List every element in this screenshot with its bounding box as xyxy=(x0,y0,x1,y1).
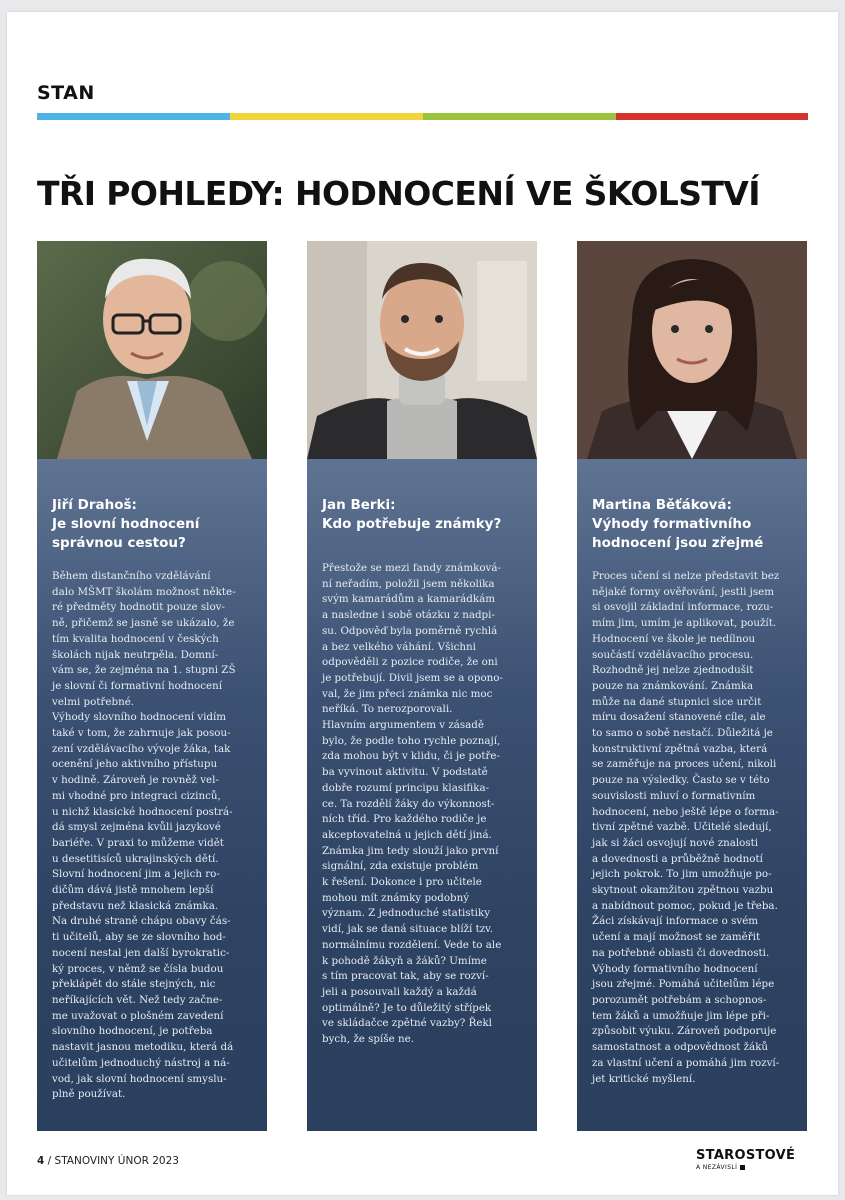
body-line: mi vhodné pro integraci cizinců, xyxy=(52,789,221,802)
body-line: se zaměřuje na proces učení, nikoli xyxy=(592,758,777,771)
body-line: hodnocení, nebo ještě lépe o forma- xyxy=(592,805,779,818)
column-body-3 xyxy=(592,569,796,1087)
body-line: porozumět potřebám a schopnos- xyxy=(592,993,767,1006)
body-line: me uvažovat o plošném zavedení xyxy=(52,1009,224,1022)
body-line: význam. Z jednoduché statistiky xyxy=(322,907,491,920)
body-line: také v tom, že zahrnuje jak posou- xyxy=(52,727,231,740)
body-line: Na druhé straně chápu obavy čás- xyxy=(52,915,231,928)
page-title: TŘI POHLEDY: HODNOCENÍ VE ŠKOLSTVÍ xyxy=(37,174,760,213)
party-logo xyxy=(696,1148,811,1171)
body-line: jeli a posouvali každý a každá xyxy=(322,985,477,998)
page-footer xyxy=(37,1155,179,1167)
stripe-yellow xyxy=(230,113,423,120)
body-line: ba vyvinout aktivitu. V podstatě xyxy=(322,766,488,779)
portrait-man-beard-turtleneck-icon xyxy=(307,241,537,459)
section-brand: STAN xyxy=(37,82,95,104)
body-line: bylo, že podle toho rychle poznají, xyxy=(322,734,501,747)
body-line: mohou mít známky podobný xyxy=(322,891,470,904)
body-line: zda mohou být v klidu, či je potře- xyxy=(322,750,500,763)
body-line: k řešení. Dokonce i pro učitele xyxy=(322,876,482,889)
body-line: skytnout okamžitou zpětnou vazbu xyxy=(592,884,774,897)
photo-1 xyxy=(37,241,267,459)
body-line: dalo MŠMT školám možnost někte- xyxy=(52,585,236,598)
body-line: akceptovatelná u jejich dětí jiná. xyxy=(322,828,492,841)
heading-line: Kdo potřebuje známky? xyxy=(322,516,502,532)
body-line: s tím pracovat tak, aby se rozví- xyxy=(322,970,489,983)
body-line: tivní zpětné vazbě. Učitelé sledují, xyxy=(592,821,772,834)
body-line: pouze na známkování. Známka xyxy=(592,679,754,692)
column-heading-3 xyxy=(592,496,802,553)
body-line: Známka jim tedy slouží jako první xyxy=(322,844,499,857)
body-line: Přestože se mezi fandy známková- xyxy=(322,562,501,574)
body-line: Žáci získávají informace o svém xyxy=(592,915,759,928)
body-line: jsou zřejmé. Pomáhá učitelům lépe xyxy=(592,978,775,991)
heading-line: Martina Běťáková: xyxy=(592,497,732,513)
body-line: odpověděli z pozice rodiče, že oni xyxy=(322,656,498,669)
body-line: nocení nestal jen další byrokratic- xyxy=(52,946,230,959)
body-line: dobře rozumí principu klasifika- xyxy=(322,781,490,794)
body-line: je potřebují. Divil jsem se a opono- xyxy=(322,671,503,684)
body-line: překlápět do stále stejných, nic xyxy=(52,978,216,991)
page-number: 4 xyxy=(37,1155,45,1167)
photo-3 xyxy=(577,241,807,459)
heading-line: hodnocení jsou zřejmé xyxy=(592,535,764,551)
body-line: ký proces, v němž se čísla budou xyxy=(52,962,224,975)
column-2 xyxy=(307,241,537,1131)
body-line: souvislosti mluví o formativním xyxy=(592,789,756,802)
body-line: nastavit jasnou metodiku, která dá xyxy=(52,1041,234,1054)
body-line: vám se, že zejména na 1. stupni ZŠ xyxy=(52,664,236,677)
body-line: ně, přičemž se jasně se ukázalo, že xyxy=(52,617,235,630)
body-line: Slovní hodnocení jim a jejich ro- xyxy=(52,868,220,881)
body-line: Proces učení si nelze představit bez xyxy=(592,570,780,582)
body-line: Rozhodně jej nelze zjednodušit xyxy=(592,664,754,677)
body-line: neříkajících vět. Než tedy začne- xyxy=(52,993,223,1006)
column-body-1 xyxy=(52,569,256,1103)
logo-line-2 xyxy=(696,1164,811,1171)
body-line: představu než klasická známka. xyxy=(52,899,219,912)
heading-line: správnou cestou? xyxy=(52,535,186,551)
body-line: ve skládačce zpětné vazby? Řekl xyxy=(322,1017,492,1030)
body-line: bariéře. V praxi to můžeme vidět xyxy=(52,836,224,849)
body-line: si osvojil základní informace, rozu- xyxy=(592,601,774,614)
body-line: u nichž klasické hodnocení postrá- xyxy=(52,805,233,818)
stripe-red xyxy=(616,113,808,120)
body-line: to samo o sobě nestačí. Důležitá je xyxy=(592,727,773,740)
body-line: na potřebné oblasti či dovednosti. xyxy=(592,946,770,959)
body-line: učení a mají možnost se zaměřit xyxy=(592,931,761,944)
body-line: optimálně? Je to důležitý střípek xyxy=(322,1001,492,1014)
heading-line: Je slovní hodnocení xyxy=(52,516,200,532)
body-line: velmi potřebné. xyxy=(52,695,135,708)
body-line: vod, jak slovní hodnocení smyslu- xyxy=(52,1072,227,1085)
body-line: su. Odpověď byla poměrně rychlá xyxy=(322,624,498,637)
body-line: Hlavním argumentem v zásadě xyxy=(322,719,484,732)
body-line: tím kvalita hodnocení v českých xyxy=(52,632,219,645)
body-line: val, že jim přeci známka nic moc xyxy=(322,687,493,700)
body-line: jak si žáci osvojují nové znalosti xyxy=(592,836,759,849)
column-1 xyxy=(37,241,267,1131)
body-line: ce. Ta rozdělí žáky do výkonnost- xyxy=(322,797,495,810)
body-line: pouze na výsledky. Často se v této xyxy=(592,774,770,787)
body-line: u desetitisíců ukrajinských dětí. xyxy=(52,852,219,865)
footer-text: / STANOVINY ÚNOR 2023 xyxy=(44,1155,179,1167)
stripe-green xyxy=(423,113,616,120)
column-heading-2 xyxy=(322,496,532,534)
body-line: ní neřadím, položil jsem několika xyxy=(322,577,495,590)
body-line: signální, zda existuje problém xyxy=(322,860,479,873)
body-line: plně používat. xyxy=(52,1088,126,1101)
body-line: v hodině. Zároveň je rovněž vel- xyxy=(52,774,219,787)
body-line: bych, že spíše ne. xyxy=(322,1033,414,1046)
body-line: ocenění jeho aktivního přístupu xyxy=(52,758,218,771)
column-heading-1 xyxy=(52,496,262,553)
body-line: neříká. To nerozporovali. xyxy=(322,703,453,716)
body-line: vidí, jak se daná situace blíží tzv. xyxy=(322,923,494,936)
body-line: konstruktivní zpětná vazba, která xyxy=(592,742,768,755)
body-line: ti učitelů, aby se ze slovního hod- xyxy=(52,931,226,944)
square-icon xyxy=(740,1165,745,1170)
body-line: školách nijak neutrpěla. Domní- xyxy=(52,648,219,661)
body-line: a nabídnout pomoc, pokud je třeba. xyxy=(592,899,778,912)
logo-line-2-text: A NEZÁVISLÍ xyxy=(696,1164,738,1171)
body-line: k pohodě žákyň a žáků? Umíme xyxy=(322,954,487,967)
body-line: jejich pokrok. To jim umožňuje po- xyxy=(592,868,772,881)
body-line: učitelům jednoduchý nástroj a ná- xyxy=(52,1056,230,1069)
body-line: samostatnost a odpovědnost žáků xyxy=(592,1041,769,1054)
body-line: svým kamarádům a kamarádkám xyxy=(322,593,496,606)
body-line: ních tříd. Pro každého rodiče je xyxy=(322,813,487,826)
body-line: Během distančního vzdělávání xyxy=(52,570,211,582)
text-panel-2 xyxy=(307,459,537,1131)
body-line: může na dané stupnici sice určit xyxy=(592,695,762,708)
body-line: míru dosažení stanovené cíle, ale xyxy=(592,711,766,724)
body-line: Výhody slovního hodnocení vidím xyxy=(52,711,227,724)
body-line: součástí vzdělávacího procesu. xyxy=(592,648,754,661)
column-3 xyxy=(577,241,807,1131)
heading-line: Jiří Drahoš: xyxy=(52,497,137,513)
body-line: Hodnocení ve škole je nedílnou xyxy=(592,632,756,645)
body-line: dá smysl zejména kvůli jazykové xyxy=(52,821,221,834)
body-line: slovního hodnocení, je potřeba xyxy=(52,1025,213,1038)
body-line: normálnímu rozdělení. Vede to ale xyxy=(322,938,502,951)
body-line: a bez velkého váhání. Všichni xyxy=(322,640,476,653)
body-line: za vlastní učení a pomáhá jim rozví- xyxy=(592,1056,780,1069)
magazine-page xyxy=(7,12,838,1195)
body-line: dičům dává jistě mnohem lepší xyxy=(52,884,214,897)
body-line: mím jim, umím je aplikovat, použít. xyxy=(592,617,777,630)
logo-line-1: STAROSTOVÉ xyxy=(696,1148,796,1163)
body-line: je slovní či formativní hodnocení xyxy=(52,679,223,692)
heading-line: Jan Berki: xyxy=(322,497,396,513)
body-line: a nasledne i sobě otázku z nadpi- xyxy=(322,609,495,622)
body-line: Výhody formativního hodnocení xyxy=(592,962,758,975)
text-panel-1 xyxy=(37,459,267,1131)
body-line: ré předměty hodnotit pouze slov- xyxy=(52,601,225,614)
body-line: tem žáků a umožňuje jim lépe při- xyxy=(592,1009,770,1022)
text-panel-3 xyxy=(577,459,807,1131)
stripe-blue xyxy=(37,113,230,120)
body-line: zení vzdělávacího vývoje žáka, tak xyxy=(52,742,231,755)
body-line: a dovednosti a průběžně hodnotí xyxy=(592,852,763,865)
photo-2 xyxy=(307,241,537,459)
body-line: jet kritické myšlení. xyxy=(592,1072,696,1085)
column-body-2 xyxy=(322,561,526,1048)
portrait-older-man-glasses-icon xyxy=(37,241,267,459)
portrait-woman-long-dark-hair-icon xyxy=(577,241,807,459)
body-line: způsobit výuku. Zároveň podporuje xyxy=(592,1025,777,1038)
body-line: nějaké formy ověřování, jestli jsem xyxy=(592,585,775,598)
heading-line: Výhody formativního xyxy=(592,516,752,532)
